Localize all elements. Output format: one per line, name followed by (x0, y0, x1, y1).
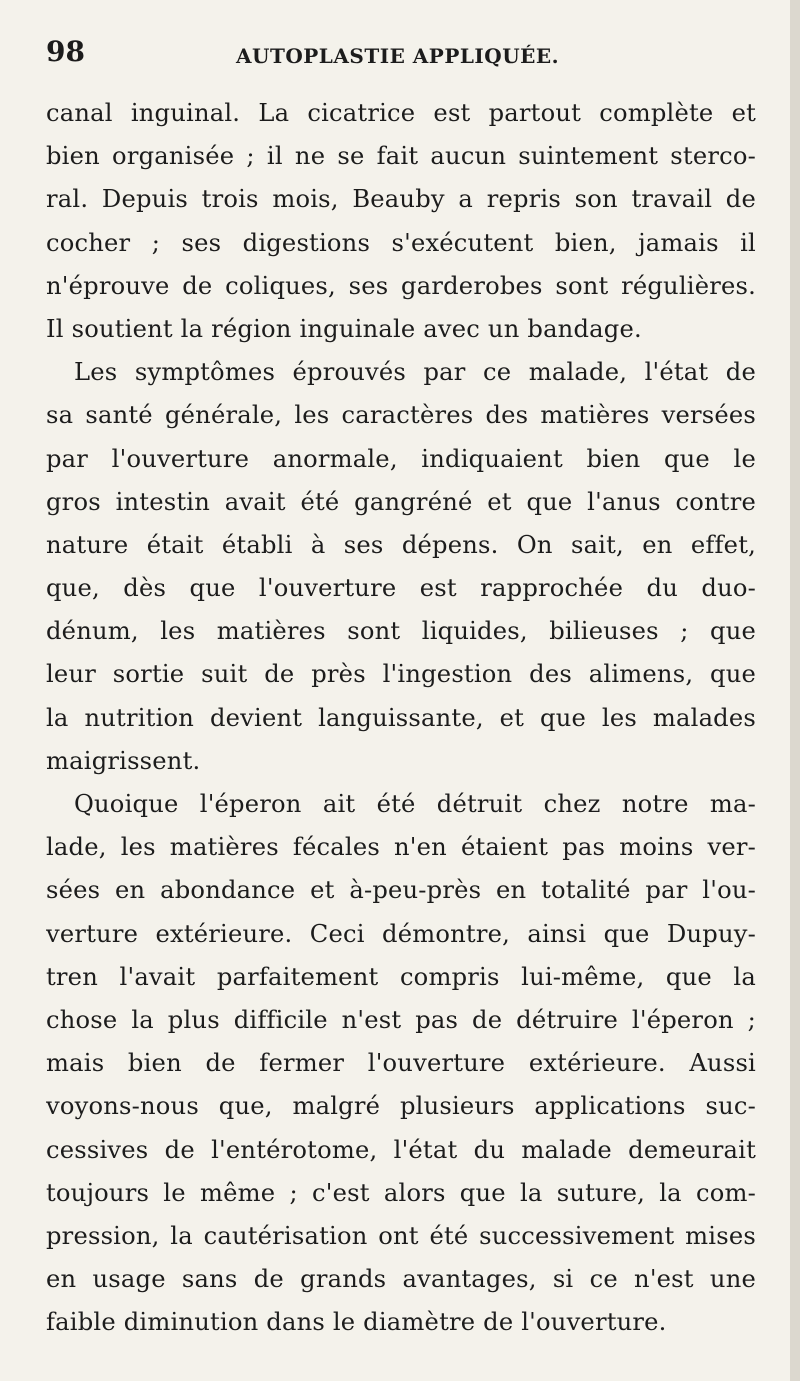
text-line: verture extérieure. Ceci démontre, ainsi que Dupuy- (46, 919, 756, 948)
body-text (46, 92, 756, 1344)
text-line: nature était établi à ses dépens. On sait, en effet, (46, 530, 756, 559)
text-line: cessives de l'entérotome, l'état du malade demeurait (46, 1135, 756, 1164)
text-line: Il soutient la région inguinale avec un bandage. (46, 314, 642, 343)
text-line: tren l'avait parfaitement compris lui-même, que la (46, 962, 756, 991)
text-line: canal inguinal. La cicatrice est partout complète et (46, 99, 756, 127)
text-line: bien organisée ; il ne se fait aucun suintement sterco- (46, 142, 756, 171)
text-line: n'éprouve de coliques, ses garderobes sont régulières. (46, 271, 756, 300)
text-line: faible diminution dans le diamètre de l'ouverture. (46, 1308, 667, 1337)
text-line: dénum, les matières sont liquides, bilieuses ; que (46, 617, 756, 646)
text-line: toujours le même ; c'est alors que la suture, la com- (46, 1178, 756, 1207)
page-number: 98 (46, 35, 85, 68)
running-title: AUTOPLASTIE APPLIQUÉE. (236, 44, 560, 68)
text-line: chose la plus difficile n'est pas de détruire l'éperon ; (46, 1005, 756, 1034)
text-line: Les symptômes éprouvés par ce malade, l'état de (74, 358, 756, 387)
page-edge-shadow (790, 0, 800, 1381)
text-line: pression, la cautérisation ont été successivement mises (46, 1221, 756, 1250)
text-line: par l'ouverture anormale, indiquaient bien que le (46, 444, 756, 473)
page-header (46, 32, 756, 72)
text-line: Quoique l'éperon ait été détruit chez notre ma- (74, 790, 756, 818)
text-line: cocher ; ses digestions s'exécutent bien, jamais il (46, 228, 756, 257)
text-line: que, dès que l'ouverture est rapprochée du duo- (46, 574, 756, 603)
text-line: la nutrition devient languissante, et que les malades (46, 703, 756, 732)
text-line: ral. Depuis trois mois, Beauby a repris son travail de (46, 185, 756, 214)
text-line: lade, les matières fécales n'en étaient pas moins ver- (46, 833, 756, 862)
text-line: en usage sans de grands avantages, si ce n'est une (46, 1265, 756, 1294)
text-line: leur sortie suit de près l'ingestion des alimens, que (46, 660, 756, 689)
text-line: gros intestin avait été gangréné et que l'anus contre (46, 487, 756, 516)
text-line: voyons-nous que, malgré plusieurs applications suc- (46, 1092, 756, 1121)
text-line: maigrissent. (46, 746, 201, 775)
text-line: sa santé générale, les caractères des matières versées (46, 401, 756, 430)
text-line: mais bien de fermer l'ouverture extérieure. Aussi (46, 1049, 756, 1078)
text-line: sées en abondance et à-peu-près en totalité par l'ou- (46, 876, 756, 905)
